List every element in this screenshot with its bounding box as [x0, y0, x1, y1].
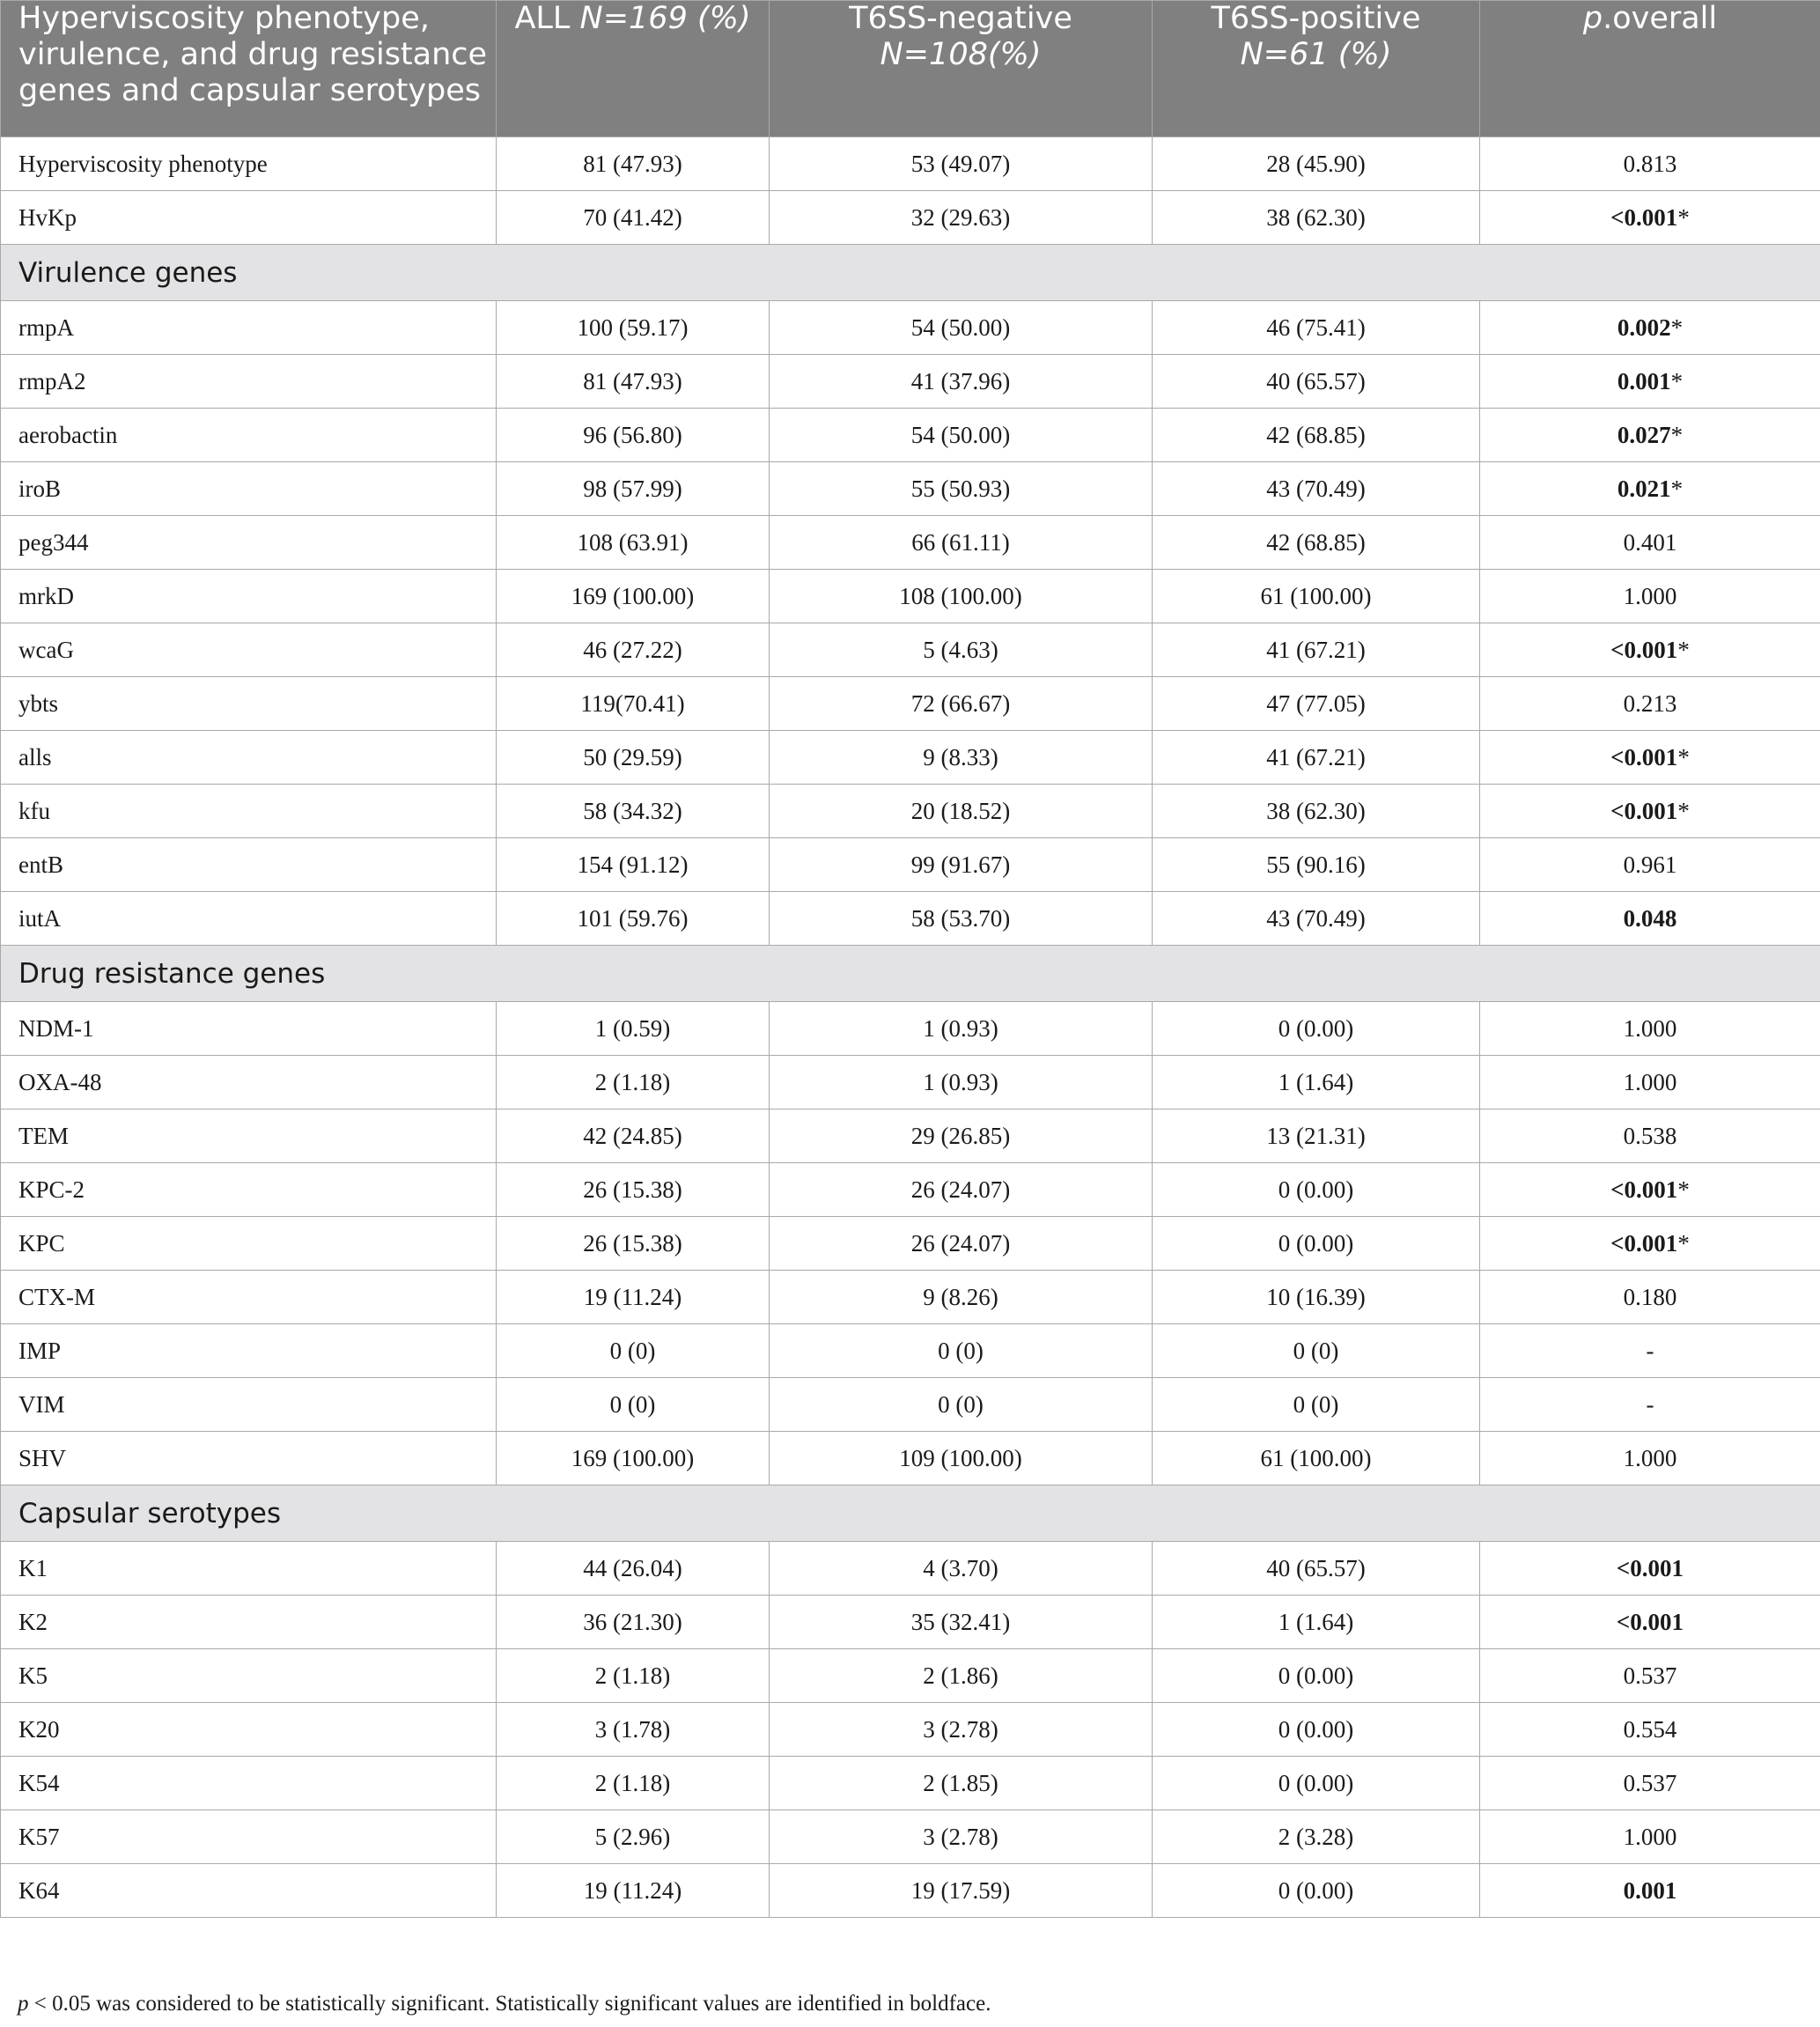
- p-value: 1.000: [1623, 1014, 1677, 1042]
- cell-t6ss-negative: 58 (53.70): [770, 892, 1153, 946]
- header-p-overall: p.overall: [1480, 1, 1820, 137]
- p-value: 0.001: [1617, 367, 1671, 394]
- cell-t6ss-negative: 5 (4.63): [770, 623, 1153, 677]
- cell-t6ss-negative: 109 (100.00): [770, 1432, 1153, 1485]
- cell-p-overall: [1480, 623, 1820, 677]
- p-value: -: [1646, 1390, 1654, 1418]
- cell-all: 154 (91.12): [497, 838, 770, 892]
- cell-p-overall: [1480, 1109, 1820, 1163]
- significance-marker: *: [1677, 743, 1690, 770]
- cell-p-overall: [1480, 1002, 1820, 1056]
- row-label: KPC-2: [1, 1163, 497, 1217]
- cell-p-overall: [1480, 1596, 1820, 1649]
- significance-marker: *: [1677, 203, 1690, 231]
- cell-p-overall: [1480, 838, 1820, 892]
- row-label: K1: [1, 1542, 497, 1596]
- cell-p-overall: [1480, 1649, 1820, 1703]
- cell-t6ss-positive: 61 (100.00): [1153, 1432, 1480, 1485]
- cell-t6ss-positive: 0 (0.00): [1153, 1649, 1480, 1703]
- cell-t6ss-positive: 61 (100.00): [1153, 570, 1480, 623]
- cell-t6ss-positive: 0 (0.00): [1153, 1163, 1480, 1217]
- table-row: [1, 301, 1820, 355]
- cell-t6ss-negative: 9 (8.33): [770, 731, 1153, 785]
- row-label: K57: [1, 1810, 497, 1864]
- cell-t6ss-positive: 55 (90.16): [1153, 838, 1480, 892]
- p-value: 1.000: [1623, 1823, 1677, 1850]
- cell-all: 108 (63.91): [497, 516, 770, 570]
- cell-all: 26 (15.38): [497, 1163, 770, 1217]
- row-label: iroB: [1, 462, 497, 516]
- section-header-row: [1, 245, 1820, 301]
- row-label: TEM: [1, 1109, 497, 1163]
- cell-t6ss-positive: 38 (62.30): [1153, 785, 1480, 838]
- cell-all: 58 (34.32): [497, 785, 770, 838]
- table-row: [1, 1649, 1820, 1703]
- cell-p-overall: [1480, 677, 1820, 731]
- cell-p-overall: [1480, 731, 1820, 785]
- cell-all: 44 (26.04): [497, 1542, 770, 1596]
- row-label: ybts: [1, 677, 497, 731]
- cell-all: 119(70.41): [497, 677, 770, 731]
- cell-all: 2 (1.18): [497, 1757, 770, 1810]
- row-label: rmpA: [1, 301, 497, 355]
- cell-p-overall: [1480, 570, 1820, 623]
- cell-p-overall: [1480, 301, 1820, 355]
- p-value: <0.001: [1610, 743, 1678, 770]
- row-label: IMP: [1, 1324, 497, 1378]
- cell-t6ss-negative: 108 (100.00): [770, 570, 1153, 623]
- table-row: [1, 1703, 1820, 1757]
- cell-all: 26 (15.38): [497, 1217, 770, 1271]
- cell-p-overall: [1480, 409, 1820, 462]
- cell-t6ss-negative: 99 (91.67): [770, 838, 1153, 892]
- cell-all: 36 (21.30): [497, 1596, 770, 1649]
- cell-t6ss-negative: 20 (18.52): [770, 785, 1153, 838]
- cell-all: 0 (0): [497, 1324, 770, 1378]
- p-value: 0.002: [1617, 313, 1671, 341]
- header-t6ss-negative: T6SS-negative N=108(%): [770, 1, 1153, 137]
- cell-t6ss-negative: 54 (50.00): [770, 301, 1153, 355]
- cell-t6ss-negative: 26 (24.07): [770, 1217, 1153, 1271]
- cell-all: 81 (47.93): [497, 137, 770, 191]
- cell-t6ss-positive: 41 (67.21): [1153, 731, 1480, 785]
- cell-t6ss-negative: 53 (49.07): [770, 137, 1153, 191]
- header-feature: Hyperviscosity phenotype, virulence, and drug resistance genes and capsular serotypes: [1, 1, 497, 137]
- row-label: OXA-48: [1, 1056, 497, 1109]
- cell-t6ss-positive: 1 (1.64): [1153, 1596, 1480, 1649]
- table-row: [1, 355, 1820, 409]
- table-row: [1, 785, 1820, 838]
- p-value: <0.001: [1610, 636, 1678, 663]
- table-row: [1, 409, 1820, 462]
- row-label: mrkD: [1, 570, 497, 623]
- cell-p-overall: [1480, 1271, 1820, 1324]
- section-title: Drug resistance genes: [1, 946, 1820, 1002]
- cell-t6ss-negative: 0 (0): [770, 1378, 1153, 1432]
- cell-p-overall: [1480, 785, 1820, 838]
- cell-t6ss-positive: 38 (62.30): [1153, 191, 1480, 245]
- p-value: 0.027: [1617, 421, 1671, 448]
- cell-p-overall: [1480, 462, 1820, 516]
- cell-t6ss-negative: 0 (0): [770, 1324, 1153, 1378]
- row-label: entB: [1, 838, 497, 892]
- p-value: -: [1646, 1337, 1654, 1364]
- cell-t6ss-positive: 43 (70.49): [1153, 892, 1480, 946]
- table-header: [1, 1, 1820, 137]
- cell-t6ss-positive: 47 (77.05): [1153, 677, 1480, 731]
- section-header-row: [1, 1485, 1820, 1542]
- table-row: [1, 623, 1820, 677]
- cell-all: 50 (29.59): [497, 731, 770, 785]
- p-value: <0.001: [1610, 797, 1678, 824]
- cell-t6ss-positive: 0 (0.00): [1153, 1757, 1480, 1810]
- cell-p-overall: [1480, 1217, 1820, 1271]
- table-row: [1, 1217, 1820, 1271]
- table-row: [1, 191, 1820, 245]
- cell-t6ss-positive: 42 (68.85): [1153, 516, 1480, 570]
- p-value: <0.001: [1610, 1176, 1678, 1203]
- significance-marker: *: [1670, 367, 1684, 394]
- cell-all: 2 (1.18): [497, 1056, 770, 1109]
- section-title: Virulence genes: [1, 245, 1820, 301]
- row-label: Hyperviscosity phenotype: [1, 137, 497, 191]
- table-row: [1, 677, 1820, 731]
- row-label: VIM: [1, 1378, 497, 1432]
- cell-t6ss-negative: 1 (0.93): [770, 1002, 1153, 1056]
- table-row: [1, 838, 1820, 892]
- cell-p-overall: [1480, 1757, 1820, 1810]
- cell-t6ss-positive: 0 (0.00): [1153, 1864, 1480, 1918]
- table-row: [1, 1324, 1820, 1378]
- significance-marker: *: [1677, 636, 1690, 663]
- cell-all: 2 (1.18): [497, 1649, 770, 1703]
- cell-t6ss-negative: 1 (0.93): [770, 1056, 1153, 1109]
- p-value: <0.001: [1610, 1229, 1678, 1257]
- table-row: [1, 892, 1820, 946]
- p-value: 1.000: [1623, 1068, 1677, 1095]
- cell-all: 70 (41.42): [497, 191, 770, 245]
- p-value: 0.961: [1623, 851, 1677, 878]
- cell-all: 5 (2.96): [497, 1810, 770, 1864]
- cell-all: 100 (59.17): [497, 301, 770, 355]
- p-value: 0.001: [1623, 1876, 1677, 1904]
- table-row: [1, 1542, 1820, 1596]
- cell-p-overall: [1480, 1864, 1820, 1918]
- row-label: K5: [1, 1649, 497, 1703]
- p-value: <0.001: [1610, 203, 1678, 231]
- cell-t6ss-negative: 3 (2.78): [770, 1703, 1153, 1757]
- cell-p-overall: [1480, 892, 1820, 946]
- cell-t6ss-negative: 4 (3.70): [770, 1542, 1153, 1596]
- cell-all: 0 (0): [497, 1378, 770, 1432]
- table-row: [1, 1810, 1820, 1864]
- cell-all: 19 (11.24): [497, 1864, 770, 1918]
- cell-t6ss-negative: 26 (24.07): [770, 1163, 1153, 1217]
- cell-t6ss-negative: 2 (1.86): [770, 1649, 1153, 1703]
- p-value: 1.000: [1623, 582, 1677, 609]
- row-label: iutA: [1, 892, 497, 946]
- table-row: [1, 1271, 1820, 1324]
- row-label: wcaG: [1, 623, 497, 677]
- table-row: [1, 570, 1820, 623]
- row-label: CTX-M: [1, 1271, 497, 1324]
- cell-t6ss-positive: 40 (65.57): [1153, 1542, 1480, 1596]
- cell-t6ss-negative: 32 (29.63): [770, 191, 1153, 245]
- significance-marker: *: [1670, 421, 1684, 448]
- cell-p-overall: [1480, 137, 1820, 191]
- header-all: ALL N=169 (%): [497, 1, 770, 137]
- cell-all: 46 (27.22): [497, 623, 770, 677]
- table-row: [1, 1056, 1820, 1109]
- significance-marker: *: [1677, 1176, 1690, 1203]
- cell-t6ss-negative: 19 (17.59): [770, 1864, 1153, 1918]
- row-label: aerobactin: [1, 409, 497, 462]
- cell-t6ss-negative: 41 (37.96): [770, 355, 1153, 409]
- cell-t6ss-positive: 43 (70.49): [1153, 462, 1480, 516]
- section-header-row: [1, 946, 1820, 1002]
- cell-all: 169 (100.00): [497, 570, 770, 623]
- cell-t6ss-negative: 72 (66.67): [770, 677, 1153, 731]
- cell-all: 98 (57.99): [497, 462, 770, 516]
- table-row: [1, 1378, 1820, 1432]
- cell-all: 42 (24.85): [497, 1109, 770, 1163]
- cell-p-overall: [1480, 191, 1820, 245]
- cell-t6ss-positive: 0 (0.00): [1153, 1002, 1480, 1056]
- p-value: 0.813: [1623, 150, 1677, 177]
- cell-t6ss-positive: 41 (67.21): [1153, 623, 1480, 677]
- cell-t6ss-positive: 40 (65.57): [1153, 355, 1480, 409]
- row-label: kfu: [1, 785, 497, 838]
- table-row: [1, 462, 1820, 516]
- p-value: 0.048: [1623, 904, 1677, 932]
- row-label: K20: [1, 1703, 497, 1757]
- significance-marker: *: [1670, 313, 1684, 341]
- cell-t6ss-positive: 0 (0): [1153, 1324, 1480, 1378]
- cell-t6ss-positive: 46 (75.41): [1153, 301, 1480, 355]
- significance-marker: *: [1677, 1229, 1690, 1257]
- cell-t6ss-positive: 28 (45.90): [1153, 137, 1480, 191]
- cell-p-overall: [1480, 1324, 1820, 1378]
- table-row: [1, 1002, 1820, 1056]
- table-row: [1, 1432, 1820, 1485]
- row-label: NDM-1: [1, 1002, 497, 1056]
- cell-t6ss-negative: 55 (50.93): [770, 462, 1153, 516]
- table-row: [1, 1109, 1820, 1163]
- row-label: K2: [1, 1596, 497, 1649]
- row-label: rmpA2: [1, 355, 497, 409]
- p-value: 0.537: [1623, 1662, 1677, 1689]
- cell-all: 81 (47.93): [497, 355, 770, 409]
- row-label: K64: [1, 1864, 497, 1918]
- table-row: [1, 137, 1820, 191]
- section-title: Capsular serotypes: [1, 1485, 1820, 1542]
- cell-t6ss-positive: 10 (16.39): [1153, 1271, 1480, 1324]
- row-label: KPC: [1, 1217, 497, 1271]
- p-value: 1.000: [1623, 1444, 1677, 1471]
- cell-p-overall: [1480, 1056, 1820, 1109]
- cell-p-overall: [1480, 1810, 1820, 1864]
- cell-p-overall: [1480, 355, 1820, 409]
- cell-p-overall: [1480, 1542, 1820, 1596]
- significance-marker: *: [1670, 475, 1684, 502]
- p-value: 0.537: [1623, 1769, 1677, 1796]
- table-row: [1, 731, 1820, 785]
- cell-t6ss-positive: 0 (0): [1153, 1378, 1480, 1432]
- table-row: [1, 1757, 1820, 1810]
- cell-all: 19 (11.24): [497, 1271, 770, 1324]
- cell-t6ss-negative: 66 (61.11): [770, 516, 1153, 570]
- cell-p-overall: [1480, 1703, 1820, 1757]
- row-label: peg344: [1, 516, 497, 570]
- row-label: K54: [1, 1757, 497, 1810]
- row-label: alls: [1, 731, 497, 785]
- p-value: 0.213: [1623, 689, 1677, 717]
- header-row: [1, 1, 1820, 137]
- cell-p-overall: [1480, 1378, 1820, 1432]
- row-label: HvKp: [1, 191, 497, 245]
- p-value: 0.401: [1623, 528, 1677, 556]
- cell-all: 169 (100.00): [497, 1432, 770, 1485]
- significance-marker: *: [1677, 797, 1690, 824]
- cell-t6ss-positive: 0 (0.00): [1153, 1703, 1480, 1757]
- p-value: 0.538: [1623, 1122, 1677, 1149]
- table-row: [1, 1596, 1820, 1649]
- cell-t6ss-positive: 0 (0.00): [1153, 1217, 1480, 1271]
- cell-t6ss-positive: 1 (1.64): [1153, 1056, 1480, 1109]
- p-value: <0.001: [1616, 1608, 1684, 1635]
- cell-t6ss-negative: 3 (2.78): [770, 1810, 1153, 1864]
- row-label: SHV: [1, 1432, 497, 1485]
- cell-p-overall: [1480, 1163, 1820, 1217]
- p-value: <0.001: [1616, 1554, 1684, 1581]
- cell-t6ss-positive: 42 (68.85): [1153, 409, 1480, 462]
- cell-all: 101 (59.76): [497, 892, 770, 946]
- cell-t6ss-negative: 35 (32.41): [770, 1596, 1153, 1649]
- footnote: p < 0.05 was considered to be statistically significant. Statistically significant values are identified in boldface.: [18, 1992, 991, 2016]
- cell-t6ss-positive: 2 (3.28): [1153, 1810, 1480, 1864]
- p-value: 0.554: [1623, 1715, 1677, 1743]
- cell-t6ss-negative: 29 (26.85): [770, 1109, 1153, 1163]
- header-t6ss-positive: T6SS-positive N=61 (%): [1153, 1, 1480, 137]
- cell-p-overall: [1480, 516, 1820, 570]
- table-row: [1, 516, 1820, 570]
- cell-t6ss-negative: 2 (1.85): [770, 1757, 1153, 1810]
- cell-all: 3 (1.78): [497, 1703, 770, 1757]
- p-value: 0.021: [1617, 475, 1671, 502]
- cell-t6ss-negative: 9 (8.26): [770, 1271, 1153, 1324]
- table-body: [1, 137, 1820, 1918]
- cell-p-overall: [1480, 1432, 1820, 1485]
- p-value: 0.180: [1623, 1283, 1677, 1310]
- cell-all: 1 (0.59): [497, 1002, 770, 1056]
- cell-t6ss-positive: 13 (21.31): [1153, 1109, 1480, 1163]
- cell-t6ss-negative: 54 (50.00): [770, 409, 1153, 462]
- table-row: [1, 1163, 1820, 1217]
- table-row: [1, 1864, 1820, 1918]
- cell-all: 96 (56.80): [497, 409, 770, 462]
